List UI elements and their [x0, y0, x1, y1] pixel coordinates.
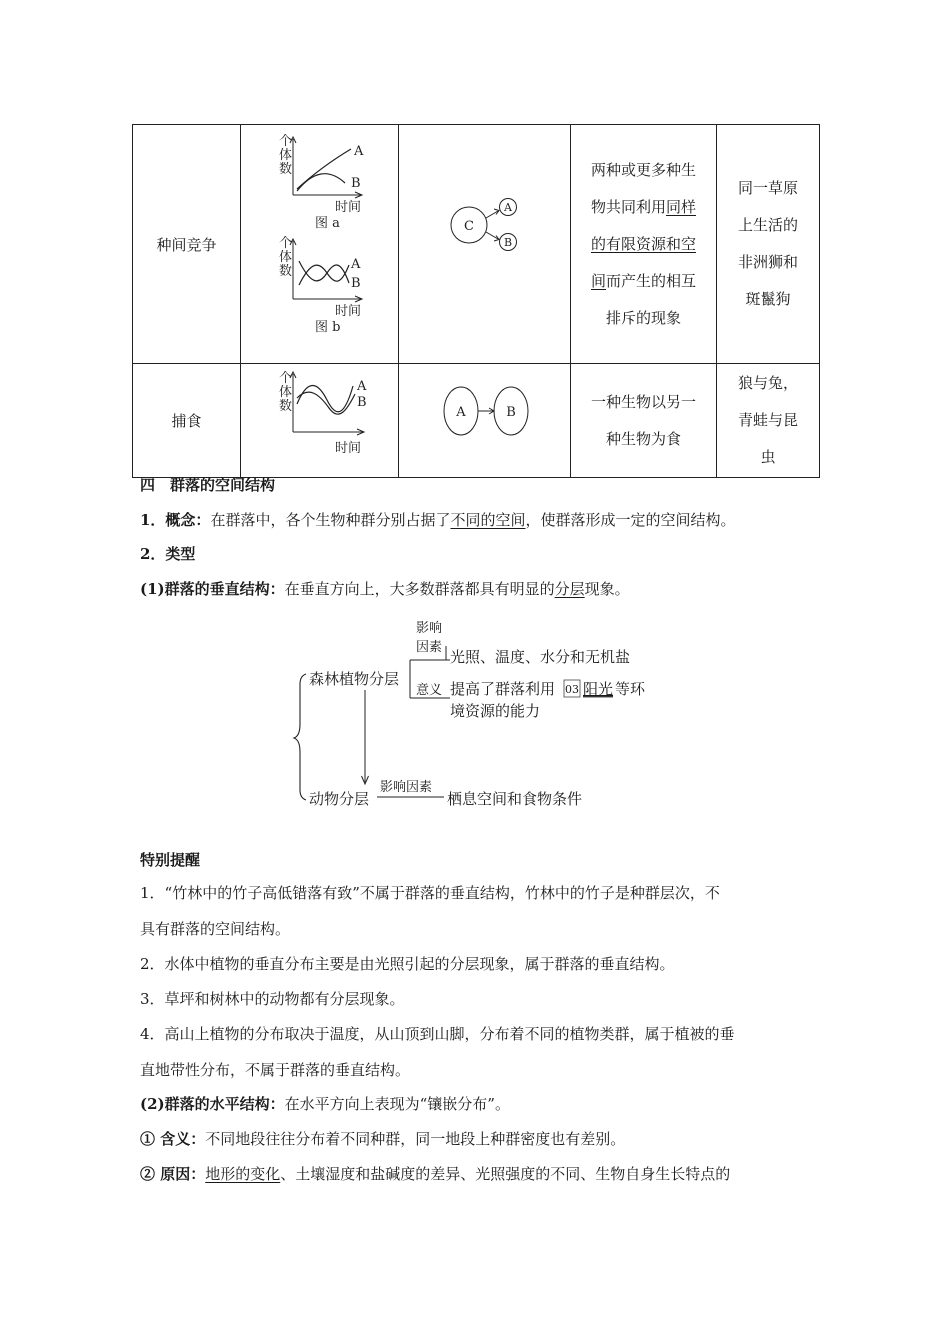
horizontal-structure-line: (2)群落的水平结构：在水平方向上表现为“镶嵌分布”。: [140, 1095, 510, 1113]
node-a-label: A: [504, 201, 512, 214]
graph-a-ylabel-3: 数: [279, 162, 293, 177]
section-heading: 四 群落的空间结构: [140, 476, 276, 494]
note-4b: 直地带性分布，不属于群落的垂直结构。: [140, 1061, 411, 1079]
note-1a: 1．“竹林中的竹子高低错落有致”不属于群落的垂直结构，竹林中的竹子是种群层次，不: [140, 884, 720, 902]
graph-a-caption: 图 a: [315, 216, 340, 231]
animal-factors: 栖息空间和食物条件: [447, 790, 583, 808]
graph-a-label-b: B: [351, 176, 361, 191]
note-1b: 具有群落的空间结构。: [140, 920, 291, 938]
underlined-term: 地形的变化: [205, 1165, 281, 1183]
graph-c-ylabel-2: 体: [279, 385, 293, 400]
graph-c-ylabel-1: 个: [279, 371, 293, 386]
competition-description: 两种或更多种生 物共同利用同样 的有限资源和空 间而产生的相互 排斥的现象: [571, 152, 716, 337]
node-prey-a-label: A: [456, 405, 466, 420]
animal-influence-label: 影响因素: [380, 780, 433, 795]
underlined-term: 阳光: [583, 680, 614, 698]
graph-b-xlabel: 时间: [335, 304, 362, 319]
graph-b-ylabel-2: 体: [279, 250, 293, 265]
graph-b-label-a: A: [351, 257, 361, 272]
graph-b-caption: 图 b: [315, 320, 341, 335]
relation-name: 种间竞争: [133, 125, 241, 364]
graph-b-ylabel-3: 数: [279, 264, 293, 279]
graph-c-ylabel-3: 数: [279, 399, 293, 414]
underlined-term: 的有限资源和空: [590, 234, 696, 253]
type-heading: 2．类型: [140, 545, 196, 563]
predation-description: 一种生物以另一 种生物为食: [590, 392, 696, 448]
meaning-text: 提高了群落利用: [450, 680, 556, 698]
concept-line: 1．概念：在群落中，各个生物种群分别占据了不同的空间，使群落形成一定的空间结构。: [140, 511, 736, 529]
meaning-post: 等环: [615, 680, 646, 698]
graph-a-xlabel: 时间: [335, 200, 362, 215]
note-3: 3．草坪和树林中的动物都有分层现象。: [140, 990, 405, 1008]
competition-example: 同一草原 上生活的 非洲狮和 斑鬣狗: [737, 179, 798, 308]
horizontal-meaning: ① 含义：不同地段往往分布着不同种群，同一地段上种群密度也有差别。: [140, 1130, 626, 1148]
plant-factors: 光照、温度、水分和无机盐: [450, 648, 631, 666]
note-4a: 4．高山上植物的分布取决于温度，从山顶到山脚，分布着不同的植物类群，属于植被的垂: [140, 1025, 735, 1043]
node-predator-b-label: B: [506, 405, 516, 420]
graph-b-label-b: B: [351, 276, 361, 291]
relation-name: 捕食: [133, 364, 241, 478]
note-2: 2．水体中植物的垂直分布主要是由光照引起的分层现象，属于群落的垂直结构。: [140, 955, 675, 973]
graph-a-ylabel-1: 个: [279, 134, 293, 149]
number-label: 03: [565, 683, 579, 696]
graph-c-label-a: A: [357, 379, 367, 394]
vertical-structure-line: (1)群落的垂直结构：在垂直方向上，大多数群落都具有明显的分层现象。: [140, 580, 630, 598]
graph-a-label-a: A: [354, 144, 364, 159]
underlined-term: 分层: [554, 580, 585, 598]
meaning-line-2: 境资源的能力: [450, 702, 541, 720]
graph-c-xlabel: 时间: [335, 441, 362, 456]
diagram-brace: [294, 674, 306, 800]
horizontal-reason: ② 原因：地形的变化、土壤湿度和盐碱度的差异、光照强度的不同、生物自身生长特点的: [140, 1165, 731, 1183]
node-b-label: B: [503, 236, 513, 249]
underlined-term: 不同的空间: [450, 511, 526, 529]
underlined-term: 间: [590, 271, 606, 290]
graph-b-ylabel-1: 个: [279, 236, 293, 251]
influence-label-2: 因素: [416, 640, 443, 655]
influence-label-1: 影响: [416, 621, 443, 636]
graph-c-label-b: B: [357, 395, 367, 410]
node-c-label: C: [464, 219, 474, 234]
graph-a-ylabel-2: 体: [279, 148, 293, 163]
animal-layer: 动物分层: [309, 790, 370, 808]
forest-plant-layer: 森林植物分层: [309, 670, 400, 688]
predation-example: 狼与兔， 青蛙与昆 虫: [737, 374, 798, 466]
notes-title: 特别提醒: [140, 851, 201, 869]
meaning-label: 意义: [416, 683, 443, 698]
underlined-term: 同样: [666, 197, 697, 216]
